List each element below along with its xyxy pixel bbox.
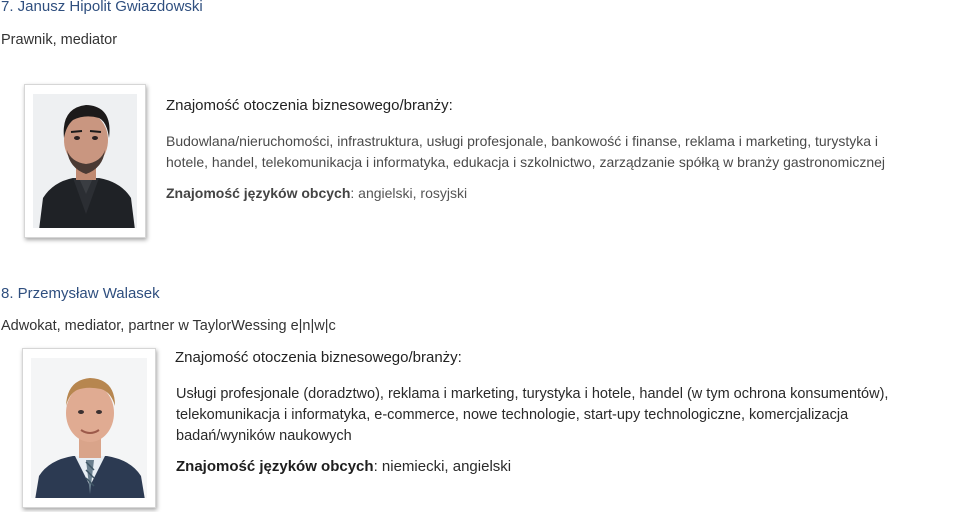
person-1-portrait-image <box>33 94 137 228</box>
person-1-business-description <box>166 131 959 173</box>
person-2-business-line-1: Usługi profesjonale (doradztwo), reklama i marketing, turystyka i hotele, handel (w tym ochrona konsumentów), <box>176 386 889 402</box>
person-2-business-description <box>176 384 956 447</box>
person-2-name: 8. Przemysław Walasek <box>1 285 160 302</box>
person-2-business-line-2: telekomunikacja i informatyka, e-commerce, nowe technologie, start-upy technologiczne, komercjalizacja <box>176 407 849 423</box>
person-2-languages <box>176 458 511 475</box>
person-2-business-heading: Znajomość otoczenia biznesowego/branży: <box>175 349 462 366</box>
person-2-photo-frame <box>22 348 156 508</box>
person-2-languages-value: : niemiecki, angielski <box>373 458 512 475</box>
person-1-business-line-1: Budowlana/nieruchomości, infrastruktura, usługi profesjonale, bankowość i finanse, reklama i marketing, turystyka i <box>166 133 879 149</box>
person-2-languages-label: Znajomość języków obcych <box>176 458 374 475</box>
person-2-portrait-image <box>31 358 147 498</box>
person-1-business-line-2: hotele, handel, telekomunikacja i informatyka, edukacja i szkolnictwo, zarządzanie spółką w branży gastronomicznej <box>166 154 886 170</box>
person-1-languages <box>166 185 467 201</box>
person-2-portrait <box>31 358 147 498</box>
person-1-name: 7. Janusz Hipolit Gwiazdowski <box>1 0 203 15</box>
person-1-role: Prawnik, mediator <box>1 32 118 48</box>
person-1-business-heading: Znajomość otoczenia biznesowego/branży: <box>166 97 453 114</box>
person-1-languages-value: : angielski, rosyjski <box>350 185 468 201</box>
person-2-role: Adwokat, mediator, partner w TaylorWessing e|n|w|c <box>1 318 336 334</box>
person-1-photo-frame <box>24 84 146 238</box>
person-1-portrait <box>33 94 137 228</box>
person-2-business-line-3: badań/wyników naukowych <box>176 428 352 444</box>
person-1-languages-label: Znajomość języków obcych <box>166 185 351 201</box>
